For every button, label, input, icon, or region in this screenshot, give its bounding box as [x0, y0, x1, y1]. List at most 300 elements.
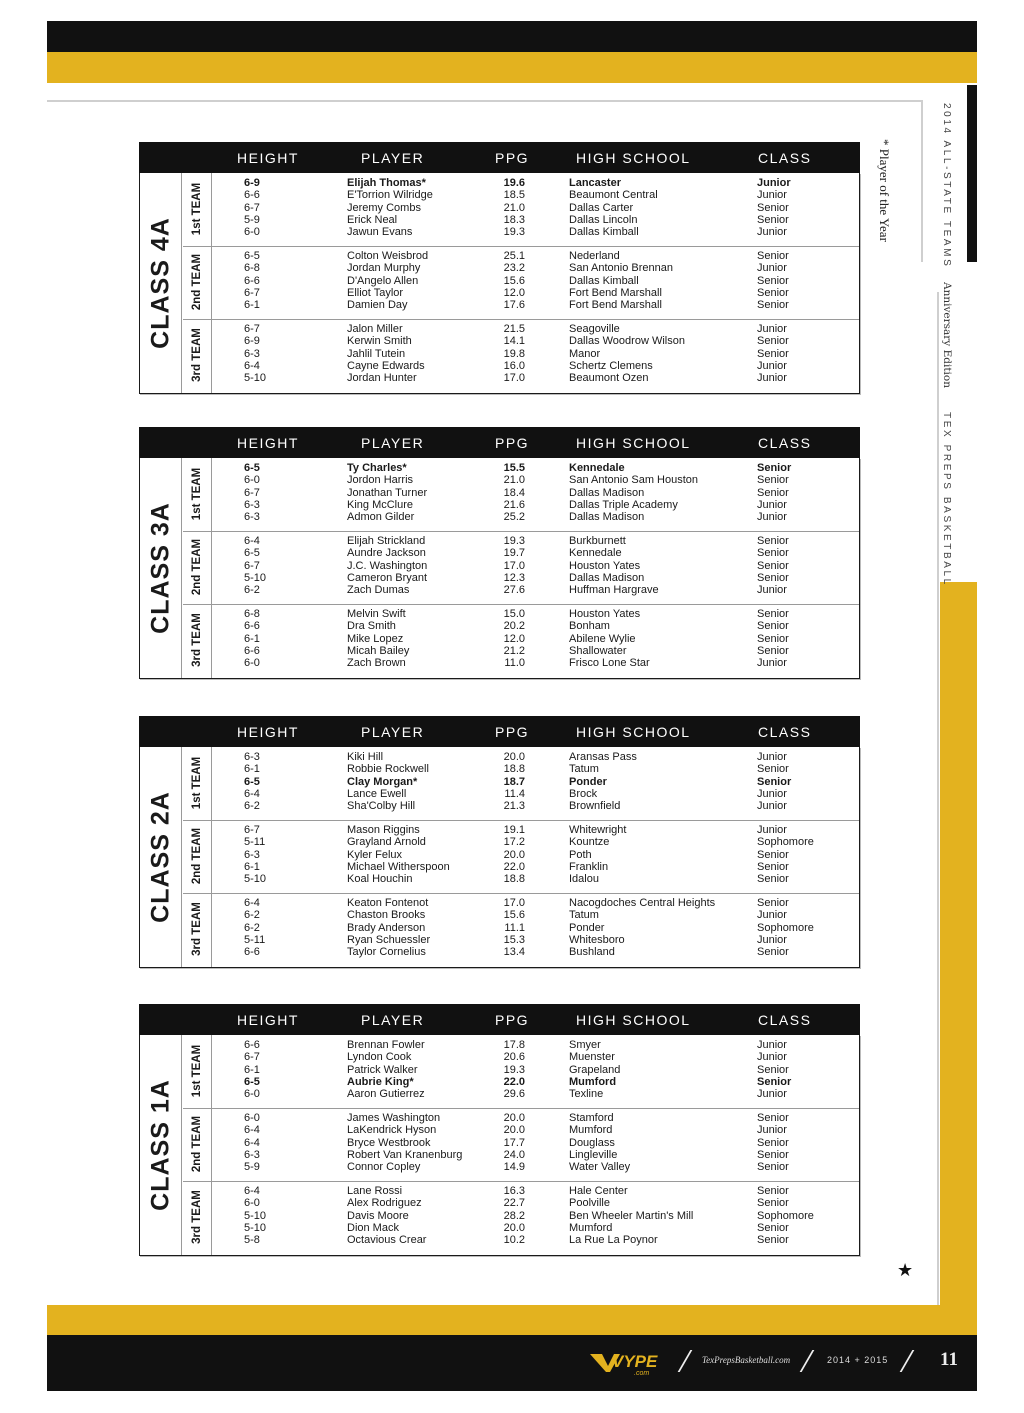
- cell-school: Kountze: [569, 836, 610, 849]
- side-tab-all-state: 2014 ALL-STATE TEAMS: [941, 103, 952, 269]
- cell-school: Abilene Wylie: [569, 632, 636, 645]
- cell-player: Jordon Harris: [347, 474, 414, 487]
- table-row: [140, 348, 859, 360]
- cell-school: Texline: [569, 1088, 604, 1101]
- vype-logo-text: VYPE: [612, 1352, 658, 1371]
- cell-school: Idalou: [569, 873, 599, 886]
- cell-height: 6-7: [244, 486, 260, 499]
- table-row: [140, 1210, 859, 1222]
- cell-player: Mike Lopez: [347, 632, 404, 645]
- cell-class: Senior: [757, 286, 789, 299]
- cell-ppg: 14.9: [503, 1161, 525, 1174]
- table-row: [140, 633, 859, 645]
- cell-player: Kiki Hill: [347, 751, 384, 763]
- cell-school: Dallas Woodrow Wilson: [569, 335, 685, 348]
- footer-season: 2014 + 2015: [827, 1355, 889, 1365]
- table-row: [140, 1112, 859, 1124]
- cell-player: Clay Morgan*: [347, 775, 418, 788]
- cell-player: Damien Day: [347, 299, 408, 312]
- table-body: [139, 173, 860, 394]
- cell-player: Mason Riggins: [347, 824, 420, 836]
- table-row: [140, 620, 859, 632]
- table-row: [140, 360, 859, 372]
- cell-player: Ryan Schuessler: [347, 933, 431, 946]
- cell-class: Senior: [757, 299, 789, 312]
- cell-player: Davis Moore: [347, 1209, 409, 1222]
- table-row: [140, 1076, 859, 1088]
- cell-school: Shallowater: [569, 644, 627, 657]
- table-row: [140, 897, 859, 909]
- cell-school: Kennedale: [569, 462, 625, 474]
- cell-player: Cameron Bryant: [347, 571, 428, 584]
- table-row: [140, 372, 859, 384]
- cell-height: 5-11: [244, 836, 266, 849]
- cell-height: 6-6: [244, 946, 260, 959]
- cell-player: Admon Gilder: [347, 511, 415, 524]
- cell-school: Mumford: [569, 1075, 617, 1088]
- cell-player: E'Torrion Wilridge: [347, 189, 433, 202]
- cell-player: Elliot Taylor: [347, 286, 404, 299]
- cell-class: Senior: [757, 462, 792, 474]
- cell-class: Senior: [757, 1185, 789, 1197]
- cell-class: Senior: [757, 250, 789, 262]
- cell-player: Robert Van Kranenburg: [347, 1148, 463, 1161]
- cell-player: Michael Witherspoon: [347, 860, 450, 873]
- cell-player: Keaton Fontenot: [347, 897, 429, 909]
- table-row: [140, 657, 859, 669]
- cell-class: Junior: [757, 511, 787, 524]
- cell-player: King McClure: [347, 498, 414, 511]
- cell-ppg: 20.0: [503, 1112, 525, 1124]
- page-frame-top: [47, 100, 923, 102]
- cell-player: Bryce Westbrook: [347, 1136, 431, 1149]
- cell-school: Houston Yates: [569, 559, 641, 572]
- class-title: CLASS 2A: [146, 791, 175, 923]
- cell-height: 6-5: [244, 775, 260, 788]
- cell-class: Sophomore: [757, 836, 814, 849]
- cell-school: Dallas Madison: [569, 486, 645, 499]
- cell-height: 6-6: [244, 620, 260, 633]
- cell-height: 6-3: [244, 848, 260, 861]
- table-row: [140, 250, 859, 262]
- cell-player: Alex Rodriguez: [347, 1197, 422, 1210]
- cell-ppg: 19.3: [503, 535, 525, 547]
- cell-class: Senior: [757, 608, 789, 620]
- team-label-text: 2nd TEAM: [191, 538, 203, 596]
- cell-school: Frisco Lone Star: [569, 657, 650, 670]
- table-header: [139, 142, 860, 173]
- table-row: [140, 836, 859, 848]
- cell-class: Junior: [757, 177, 791, 189]
- cell-school: Lingleville: [569, 1148, 618, 1161]
- header-height: HEIGHT: [237, 1012, 299, 1028]
- cell-ppg: 17.0: [503, 372, 525, 385]
- cell-school: Huffman Hargrave: [569, 584, 659, 597]
- cell-school: Poolville: [569, 1197, 610, 1210]
- cell-player: Chaston Brooks: [347, 909, 426, 922]
- cell-class: Senior: [757, 535, 789, 547]
- cell-player: Lance Ewell: [347, 787, 407, 800]
- table-row: [140, 511, 859, 523]
- cell-class: Junior: [757, 262, 787, 275]
- team-label-text: 2nd TEAM: [191, 253, 203, 311]
- player-of-year-note: * Player of the Year: [877, 139, 892, 242]
- cell-class: Junior: [757, 498, 787, 511]
- cell-player: Sha'Colby Hill: [347, 800, 416, 813]
- cell-school: Dallas Kimball: [569, 226, 639, 239]
- header-height: HEIGHT: [237, 724, 299, 740]
- cell-class: Senior: [757, 1063, 789, 1076]
- cell-school: Fort Bend Marshall: [569, 299, 662, 312]
- cell-player: D'Angelo Allen: [347, 274, 419, 287]
- cell-height: 6-7: [244, 201, 260, 214]
- cell-class: Senior: [757, 873, 789, 886]
- table-header: [139, 1004, 860, 1035]
- table-row: [140, 560, 859, 572]
- cell-class: Senior: [757, 632, 789, 645]
- cell-class: Senior: [757, 1221, 789, 1234]
- table-row: [140, 934, 859, 946]
- header-ppg: PPG: [495, 435, 530, 451]
- cell-height: 6-1: [244, 763, 260, 776]
- cell-class: Junior: [757, 1088, 787, 1101]
- header-player: PLAYER: [361, 150, 425, 166]
- cell-school: Seagoville: [569, 323, 620, 335]
- cell-height: 5-11: [244, 933, 266, 946]
- cell-player: Cayne Edwards: [347, 359, 425, 372]
- cell-class: Sophomore: [757, 921, 814, 934]
- team-group: [140, 531, 859, 604]
- footer-site: TexPrepsBasketball.com: [702, 1355, 791, 1365]
- cell-school: Dallas Carter: [569, 201, 634, 214]
- cell-height: 6-0: [244, 474, 260, 487]
- cell-ppg: 25.1: [503, 250, 525, 262]
- cell-ppg: 27.6: [503, 584, 525, 597]
- table-body: [139, 458, 860, 679]
- cell-height: 6-3: [244, 511, 260, 524]
- cell-height: 6-7: [244, 286, 260, 299]
- cell-height: 6-1: [244, 299, 260, 312]
- header-school: HIGH SCHOOL: [576, 1012, 691, 1028]
- cell-school: Mumford: [569, 1221, 613, 1234]
- cell-player: Ty Charles*: [347, 462, 407, 474]
- cell-ppg: 18.8: [503, 763, 525, 776]
- cell-ppg: 21.3: [503, 800, 525, 813]
- cell-school: San Antonio Sam Houston: [569, 474, 699, 487]
- table-row: [140, 776, 859, 788]
- team-label-text: 1st TEAM: [191, 756, 203, 810]
- team-group: [140, 604, 859, 677]
- cell-class: Senior: [757, 1161, 789, 1174]
- cell-school: Beaumont Central: [569, 189, 658, 202]
- team-label-text: 3rd TEAM: [191, 613, 203, 667]
- cell-height: 6-4: [244, 535, 260, 547]
- cell-player: Jalon Miller: [347, 323, 403, 335]
- cell-ppg: 20.0: [503, 751, 525, 763]
- cell-height: 6-2: [244, 800, 260, 813]
- cell-ppg: 16.0: [503, 359, 525, 372]
- header-ppg: PPG: [495, 1012, 530, 1028]
- cell-ppg: 18.3: [503, 213, 525, 226]
- cell-class: Junior: [757, 909, 787, 922]
- cell-player: Dra Smith: [347, 620, 396, 633]
- cell-school: Poth: [569, 848, 592, 861]
- cell-height: 6-5: [244, 547, 260, 560]
- team-label-text: 3rd TEAM: [191, 902, 203, 956]
- cell-school: Hale Center: [569, 1185, 628, 1197]
- table-row: [140, 1197, 859, 1209]
- cell-school: Fort Bend Marshall: [569, 286, 662, 299]
- cell-ppg: 17.2: [503, 836, 525, 849]
- class-title: CLASS 3A: [146, 502, 175, 634]
- table-row: [140, 1185, 859, 1197]
- cell-ppg: 21.6: [503, 498, 525, 511]
- cell-player: James Washington: [347, 1112, 441, 1124]
- table-row: [140, 214, 859, 226]
- cell-height: 6-6: [244, 189, 260, 202]
- header-height: HEIGHT: [237, 150, 299, 166]
- cell-class: Junior: [757, 584, 787, 597]
- cell-school: Whitewright: [569, 824, 627, 836]
- cell-ppg: 21.2: [503, 644, 525, 657]
- table-body: [139, 747, 860, 968]
- cell-player: Kerwin Smith: [347, 335, 412, 348]
- cell-height: 6-4: [244, 1124, 260, 1137]
- star-icon: ★: [897, 1260, 914, 1280]
- table-row: [140, 922, 859, 934]
- cell-ppg: 21.0: [503, 201, 525, 214]
- cell-school: Tatum: [569, 763, 599, 776]
- cell-school: San Antonio Brennan: [569, 262, 673, 275]
- cell-height: 6-4: [244, 359, 260, 372]
- cell-class: Senior: [757, 213, 789, 226]
- cell-class: Junior: [757, 372, 787, 385]
- vype-logo-sub: .com: [634, 1370, 650, 1376]
- cell-class: Senior: [757, 897, 789, 909]
- side-tab-anniversary: Anniversary Edition: [941, 282, 953, 388]
- team-group: [140, 1035, 859, 1108]
- table-row: [140, 1124, 859, 1136]
- cell-class: Senior: [757, 547, 789, 560]
- cell-ppg: 21.0: [503, 474, 525, 487]
- cell-class: Junior: [757, 751, 787, 763]
- header-school: HIGH SCHOOL: [576, 724, 691, 740]
- cell-ppg: 17.7: [503, 1136, 525, 1149]
- cell-school: Grapeland: [569, 1063, 621, 1076]
- cell-height: 6-3: [244, 1148, 260, 1161]
- header-player: PLAYER: [361, 1012, 425, 1028]
- cell-class: Senior: [757, 763, 789, 776]
- cell-ppg: 11.1: [504, 921, 525, 934]
- side-black-tab: [967, 85, 977, 262]
- cell-ppg: 10.2: [503, 1234, 525, 1247]
- table-row: [140, 608, 859, 620]
- cell-class: Junior: [757, 657, 787, 670]
- cell-player: Dion Mack: [347, 1221, 399, 1234]
- cell-player: Micah Bailey: [347, 644, 410, 657]
- cell-ppg: 17.0: [503, 897, 525, 909]
- cell-school: Tatum: [569, 909, 599, 922]
- cell-player: Brennan Fowler: [347, 1039, 425, 1051]
- cell-ppg: 23.2: [503, 262, 525, 275]
- cell-player: Robbie Rockwell: [347, 763, 429, 776]
- top-black-bar: [47, 21, 977, 52]
- cell-school: Schertz Clemens: [569, 359, 653, 372]
- side-tab-tex-preps: TEX PREPS BASKETBALL: [941, 412, 952, 587]
- team-group: [140, 893, 859, 966]
- header-player: PLAYER: [361, 435, 425, 451]
- cell-school: Burkburnett: [569, 535, 626, 547]
- cell-school: Douglass: [569, 1136, 615, 1149]
- cell-school: Ponder: [569, 775, 607, 788]
- cell-school: Nacogdoches Central Heights: [569, 897, 716, 909]
- cell-ppg: 13.4: [503, 946, 525, 959]
- cell-class: Junior: [757, 824, 787, 836]
- cell-ppg: 16.3: [503, 1185, 525, 1197]
- cell-height: 6-7: [244, 1051, 260, 1064]
- table-row: [140, 645, 859, 657]
- cell-school: Dallas Triple Academy: [569, 498, 678, 511]
- cell-school: Beaumont Ozen: [569, 372, 649, 385]
- cell-player: Jeremy Combs: [347, 201, 421, 214]
- cell-school: Manor: [569, 347, 601, 360]
- cell-class: Senior: [757, 347, 789, 360]
- table-row: [140, 1039, 859, 1051]
- cell-ppg: 15.6: [503, 909, 525, 922]
- cell-ppg: 15.6: [503, 274, 525, 287]
- table-row: [140, 946, 859, 958]
- table-row: [140, 287, 859, 299]
- cell-height: 5-10: [244, 1209, 267, 1222]
- table-header: [139, 716, 860, 747]
- cell-school: Whitesboro: [569, 933, 625, 946]
- table-row: [140, 909, 859, 921]
- cell-player: Grayland Arnold: [347, 836, 426, 849]
- cell-school: Stamford: [569, 1112, 614, 1124]
- class-title: CLASS 4A: [146, 217, 175, 349]
- table-row: [140, 1137, 859, 1149]
- cell-player: Lane Rossi: [347, 1185, 403, 1197]
- table-row: [140, 189, 859, 201]
- cell-ppg: 19.7: [503, 547, 525, 560]
- cell-school: Water Valley: [569, 1161, 631, 1174]
- cell-ppg: 19.1: [503, 824, 525, 836]
- table-header: [139, 427, 860, 458]
- header-player: PLAYER: [361, 724, 425, 740]
- cell-class: Junior: [757, 189, 787, 202]
- table-row: [140, 202, 859, 214]
- table-row: [140, 800, 859, 812]
- header-school: HIGH SCHOOL: [576, 150, 691, 166]
- table-row: [140, 849, 859, 861]
- cell-height: 5-8: [244, 1234, 260, 1247]
- cell-school: Dallas Madison: [569, 511, 645, 524]
- table-row: [140, 1161, 859, 1173]
- table-row: [140, 572, 859, 584]
- cell-ppg: 17.0: [503, 559, 525, 572]
- table-row: [140, 323, 859, 335]
- top-gold-bar: [47, 52, 977, 83]
- cell-ppg: 18.7: [503, 775, 525, 788]
- cell-player: Colton Weisbrod: [347, 250, 429, 262]
- cell-ppg: 19.3: [503, 226, 525, 239]
- cell-ppg: 12.3: [503, 571, 525, 584]
- table-row: [140, 1222, 859, 1234]
- header-ppg: PPG: [495, 724, 530, 740]
- cell-class: Senior: [757, 201, 789, 214]
- cell-height: 6-7: [244, 323, 260, 335]
- cell-school: Mumford: [569, 1124, 613, 1137]
- cell-ppg: 18.8: [503, 873, 525, 886]
- cell-height: 6-0: [244, 1197, 260, 1210]
- cell-ppg: 17.6: [503, 299, 525, 312]
- table-row: [140, 335, 859, 347]
- cell-class: Junior: [757, 1124, 787, 1137]
- cell-height: 6-6: [244, 1039, 260, 1051]
- page-frame-right-lower: [937, 292, 939, 1305]
- cell-height: 6-8: [244, 608, 260, 620]
- team-group: [140, 319, 859, 392]
- cell-height: 6-2: [244, 909, 260, 922]
- cell-player: Aaron Gutierrez: [347, 1088, 425, 1101]
- cell-class: Senior: [757, 1136, 789, 1149]
- cell-height: 6-9: [244, 177, 260, 189]
- cell-player: LaKendrick Hyson: [347, 1124, 437, 1137]
- cell-class: Junior: [757, 787, 787, 800]
- cell-class: Senior: [757, 1148, 789, 1161]
- cell-player: Jonathan Turner: [347, 486, 428, 499]
- team-label-text: 1st TEAM: [191, 467, 203, 521]
- cell-school: Kennedale: [569, 547, 622, 560]
- team-group: [140, 246, 859, 319]
- cell-class: Senior: [757, 946, 789, 959]
- cell-ppg: 22.7: [503, 1197, 525, 1210]
- cell-height: 6-8: [244, 262, 260, 275]
- cell-school: Franklin: [569, 860, 609, 873]
- cell-height: 6-2: [244, 921, 260, 934]
- cell-height: 5-10: [244, 873, 267, 886]
- cell-class: Senior: [757, 486, 789, 499]
- cell-height: 6-7: [244, 559, 260, 572]
- cell-height: 5-9: [244, 213, 260, 226]
- cell-height: 6-5: [244, 462, 260, 474]
- cell-class: Senior: [757, 335, 789, 348]
- cell-ppg: 20.2: [503, 620, 525, 633]
- cell-player: Zach Dumas: [347, 584, 410, 597]
- cell-school: Bushland: [569, 946, 615, 959]
- cell-height: 6-4: [244, 1136, 260, 1149]
- table-row: [140, 1064, 859, 1076]
- cell-height: 6-6: [244, 274, 260, 287]
- vype-logo: [588, 1348, 668, 1376]
- cell-height: 6-0: [244, 657, 260, 670]
- header-class: CLASS: [758, 150, 812, 166]
- cell-ppg: 24.0: [503, 1148, 525, 1161]
- cell-ppg: 11.0: [504, 657, 525, 670]
- cell-player: Taylor Cornelius: [347, 946, 426, 959]
- side-gold-tab: [940, 582, 977, 1305]
- cell-class: Senior: [757, 860, 789, 873]
- cell-class: Junior: [757, 1051, 787, 1064]
- table-row: [140, 788, 859, 800]
- cell-height: 6-0: [244, 226, 260, 239]
- cell-class: Junior: [757, 323, 787, 335]
- cell-class: Senior: [757, 1197, 789, 1210]
- cell-height: 6-1: [244, 860, 260, 873]
- cell-height: 6-3: [244, 498, 260, 511]
- page-number: 11: [940, 1349, 958, 1370]
- table-row: [140, 1051, 859, 1063]
